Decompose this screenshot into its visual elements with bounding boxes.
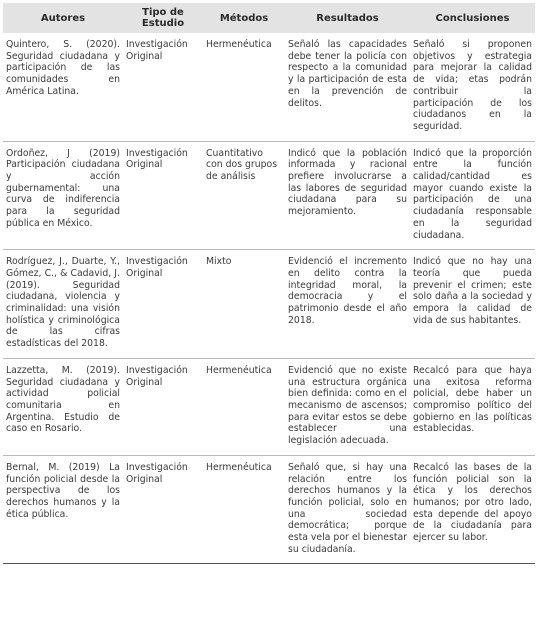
table-row: [3, 358, 535, 455]
cell-resultados: Indicó que la población informada y racional prefiere involucrarse a las labores de seguridad ciudadana para su mejoramiento.: [285, 141, 410, 250]
cell-autores: Ordoñez, J (2019) Participación ciudadana y acción gubernamental: una curva de indiferencia para la seguridad pública en México.: [3, 141, 123, 250]
cell-tipo-estudio: Investigación Original: [123, 33, 203, 141]
table-row: [3, 33, 535, 141]
header-resultados: Resultados: [316, 12, 379, 24]
cell-resultados: Señaló que, si hay una relación entre los derechos humanos y la función policial, solo en una sociedad democrática; porque esta vela por el bienestar su ciudadanía.: [285, 455, 410, 564]
cell-conclusiones: Recalcó para que haya una exitosa reforma policial, debe haber un compromiso político del gobierno en las políticas establecidas.: [410, 358, 535, 455]
table-row: [3, 141, 535, 250]
header-autores: Autores: [40, 12, 86, 24]
cell-tipo-estudio: Investigación Original: [123, 141, 203, 250]
cell-resultados: Señaló las capacidades debe tener la policía con respecto a la comunidad y la participación de esta en la prevención de delitos.: [285, 33, 410, 141]
cell-tipo-estudio: Investigación Original: [123, 455, 203, 564]
header-tipo-estudio: Tipo de Estudio: [141, 7, 185, 29]
cell-tipo-estudio: Investigación Original: [123, 250, 203, 359]
cell-autores: Quintero, S. (2020). Seguridad ciudadana y participación de las comunidades en América Latina.: [3, 33, 123, 141]
cell-autores: Bernal, M. (2019) La función policial desde la perspectiva de los derechos humanos y la ética pública.: [3, 455, 123, 564]
header-metodos: Métodos: [219, 12, 269, 24]
table-header-row: [3, 3, 535, 33]
table-row: [3, 455, 535, 564]
cell-autores: Lazzetta, M. (2019). Seguridad ciudadana y actividad policial comunitaria en Argentina. Estudio de caso en Rosario.: [3, 358, 123, 455]
cell-metodos: Mixto: [203, 250, 285, 359]
cell-conclusiones: Recalcó las bases de la función policial son la ética y los derechos humanos; por otro lado, esta depende del apoyo de la ciudadanía para ejercer su labor.: [410, 455, 535, 564]
cell-resultados: Evidenció que no existe una estructura orgánica bien definida: como en el mecanismo de ascensos; para evitar estos se debe establecer una legislación adecuada.: [285, 358, 410, 455]
table-row: [3, 250, 535, 359]
cell-conclusiones: Indicó que no hay una teoría que pueda prevenir el crimen; este solo daña a la sociedad y empora la calidad de vida de sus habitantes.: [410, 250, 535, 359]
cell-metodos: Hermenéutica: [203, 455, 285, 564]
cell-metodos: Hermenéutica: [203, 358, 285, 455]
cell-metodos: Cuantitativo con dos grupos de análisis: [203, 141, 285, 250]
header-conclusiones: Conclusiones: [435, 12, 510, 24]
cell-autores: Rodríguez, J., Duarte, Y., Gómez, C., & Cadavid, J. (2019). Seguridad ciudadana, violencia y criminalidad: una visión holística y criminológica de las cifras estadísticas del 2018.: [3, 250, 123, 359]
literature-review-table: [3, 3, 535, 564]
cell-conclusiones: Indicó que la proporción entre la función calidad/cantidad es mayor cuando existe la participación de una ciudadanía responsable en la seguridad ciudadana.: [410, 141, 535, 250]
cell-metodos: Hermenéutica: [203, 33, 285, 141]
cell-conclusiones: Señaló si proponen objetivos y estrategia para mejorar la calidad de vida; etas podrán contribuir la participación de los ciudadanos en la seguridad.: [410, 33, 535, 141]
cell-resultados: Evidenció el incremento en delito contra la integridad moral, la democracia y el patrimonio desde el año 2018.: [285, 250, 410, 359]
cell-tipo-estudio: Investigación Original: [123, 358, 203, 455]
